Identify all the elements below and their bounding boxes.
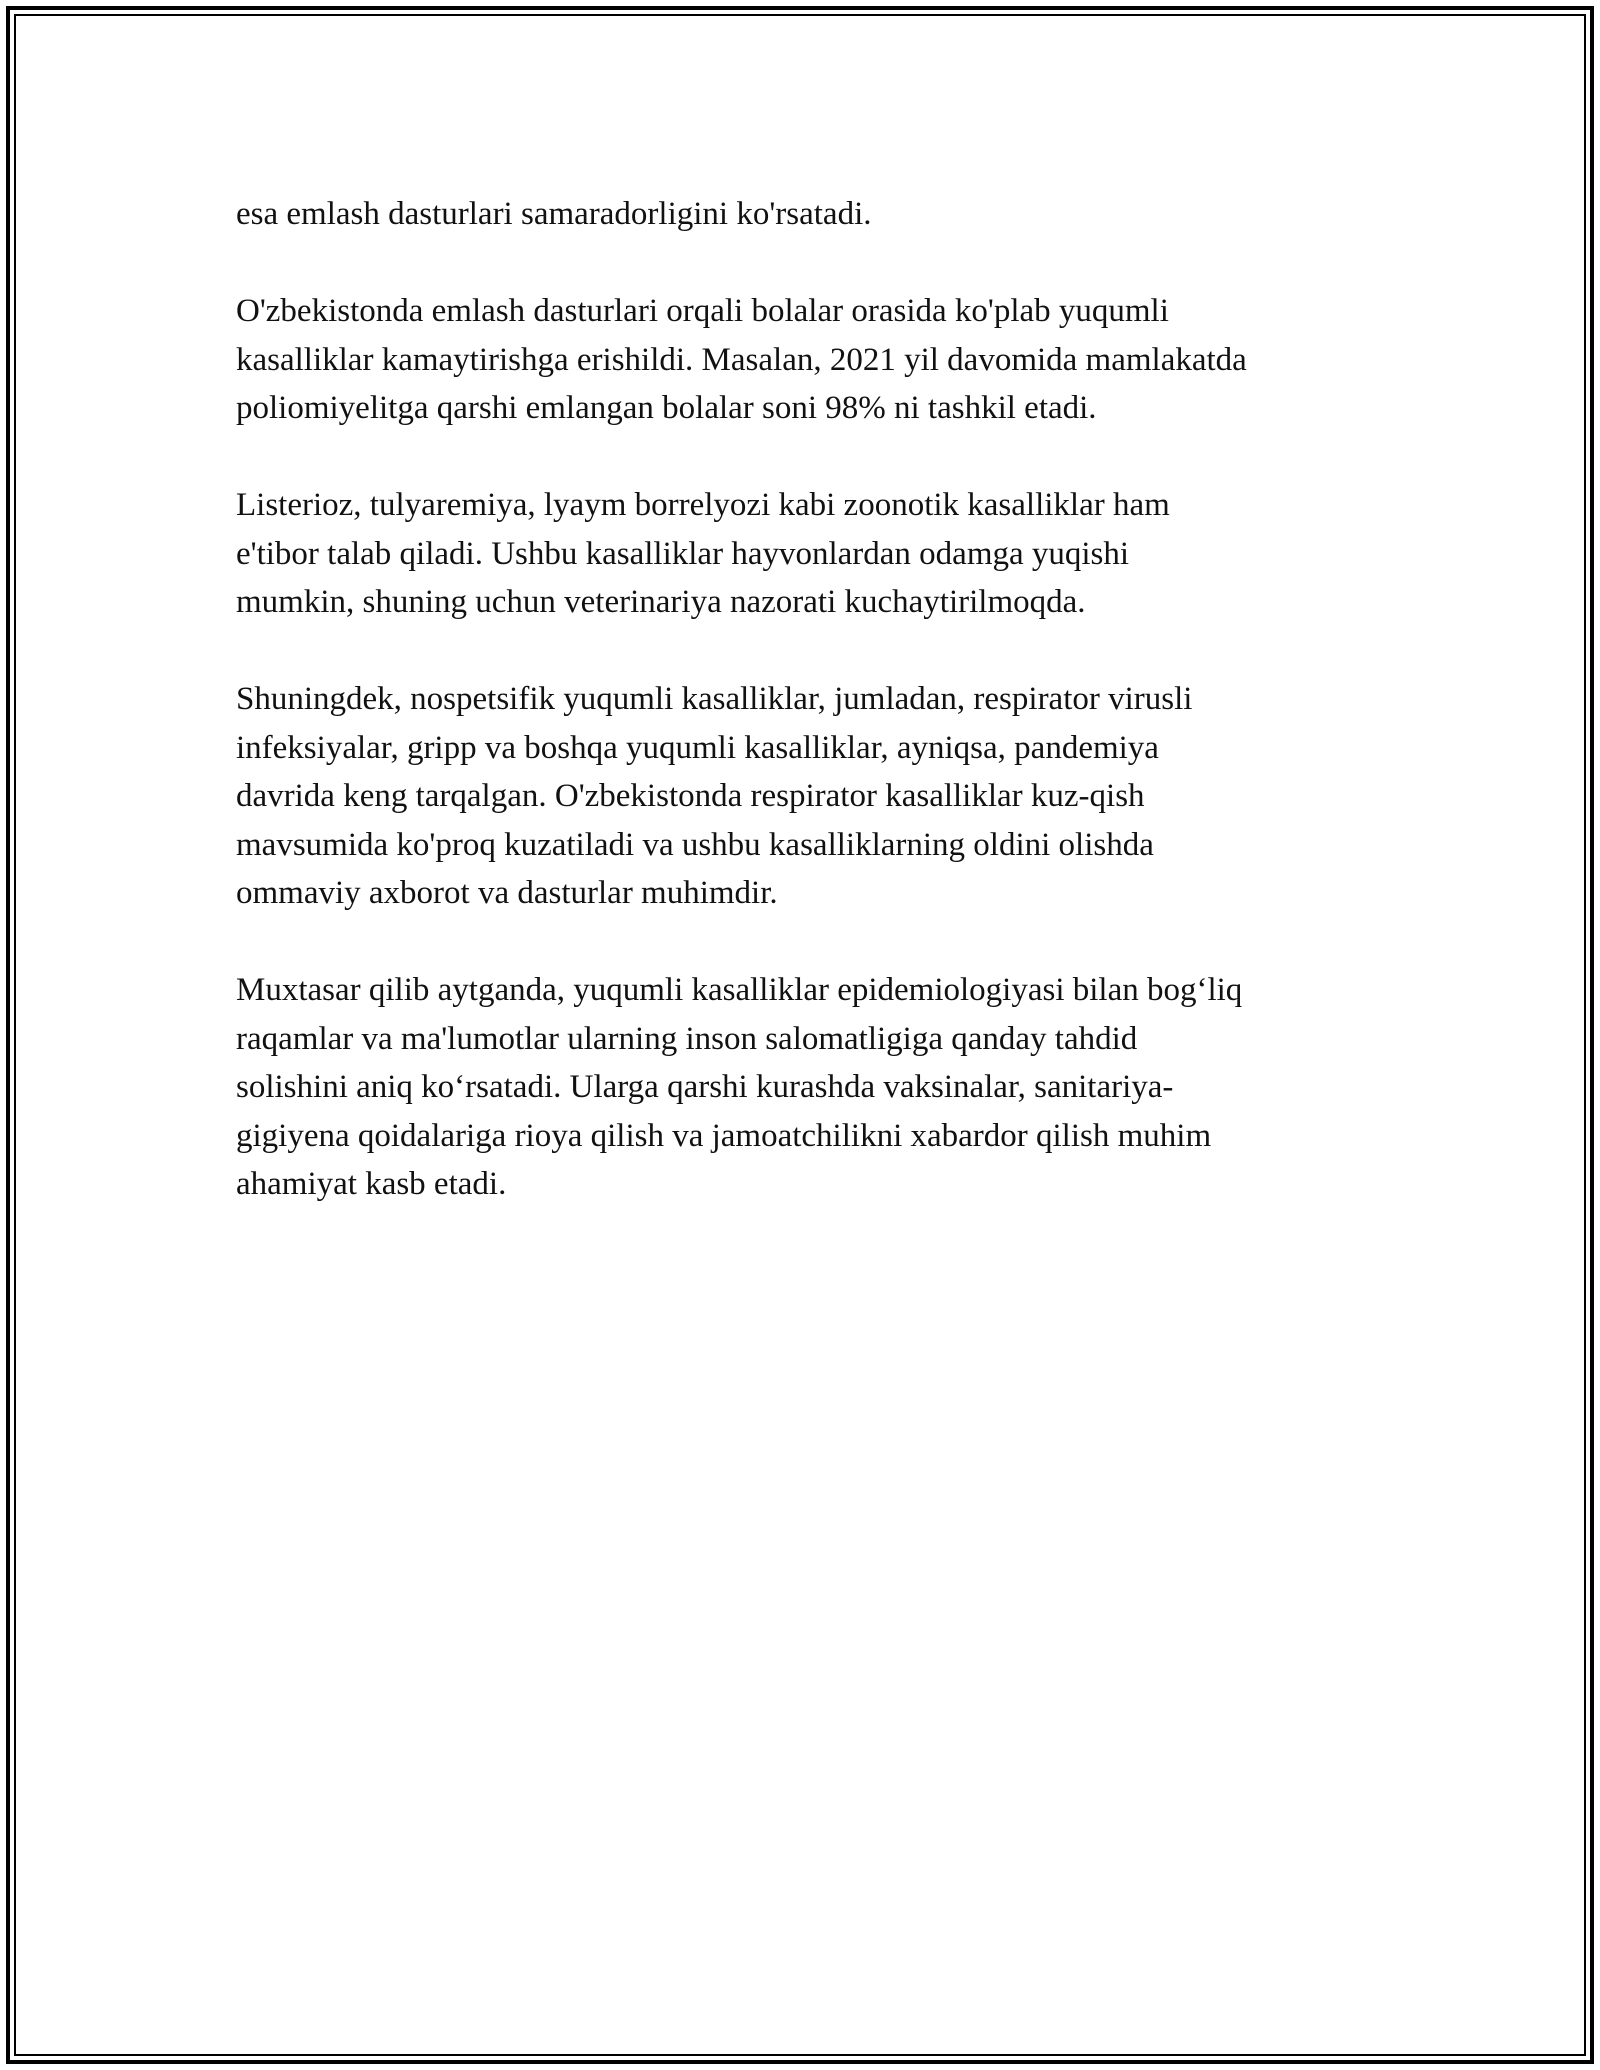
paragraph-1: esa emlash dasturlari samaradorligini ko'rsatadi. xyxy=(236,196,872,232)
paragraph-4: Shuningdek, nospetsifik yuqumli kasalliklar, jumladan, respirator virusli infeksiyalar, gripp va boshqa yuqumli kasalliklar, ayniqsa, pandemiya davrida keng tarqalgan. O'zbekistonda respirator kasalliklar kuz-qish mavsumida ko'proq kuzatiladi va ushbu kasalliklarning oldini olishda ommaviy axborot va dasturlar muhimdir. xyxy=(236,681,1193,911)
paragraph-2: O'zbekistonda emlash dasturlari orqali bolalar orasida ko'plab yuqumli kasalliklar kamaytirishga erishildi. Masalan, 2021 yil davomida mamlakatda poliomiyelitga qarshi emlangan bolalar soni 98% ni tashkil etadi. xyxy=(236,293,1247,426)
paragraph-5: Muxtasar qilib aytganda, yuqumli kasalliklar epidemiologiyasi bilan bog‘liq raqamlar va ma'lumotlar ularning inson salomatligiga qanday tahdid solishini aniq ko‘rsatadi. Ularga qarshi kurashda vaksinalar, sanitariya- gigiyena qoidalariga rioya qilish va jamoatchilikni xabardor qilish muhim ahamiyat kasb etadi. xyxy=(236,972,1243,1202)
document-body xyxy=(236,190,1386,1209)
paragraph-3: Listerioz, tulyaremiya, lyaym borrelyozi kabi zoonotik kasalliklar ham e'tibor talab qiladi. Ushbu kasalliklar hayvonlardan odamga yuqishi mumkin, shuning uchun veterinariya nazorati kuchaytirilmoqda. xyxy=(236,487,1170,620)
